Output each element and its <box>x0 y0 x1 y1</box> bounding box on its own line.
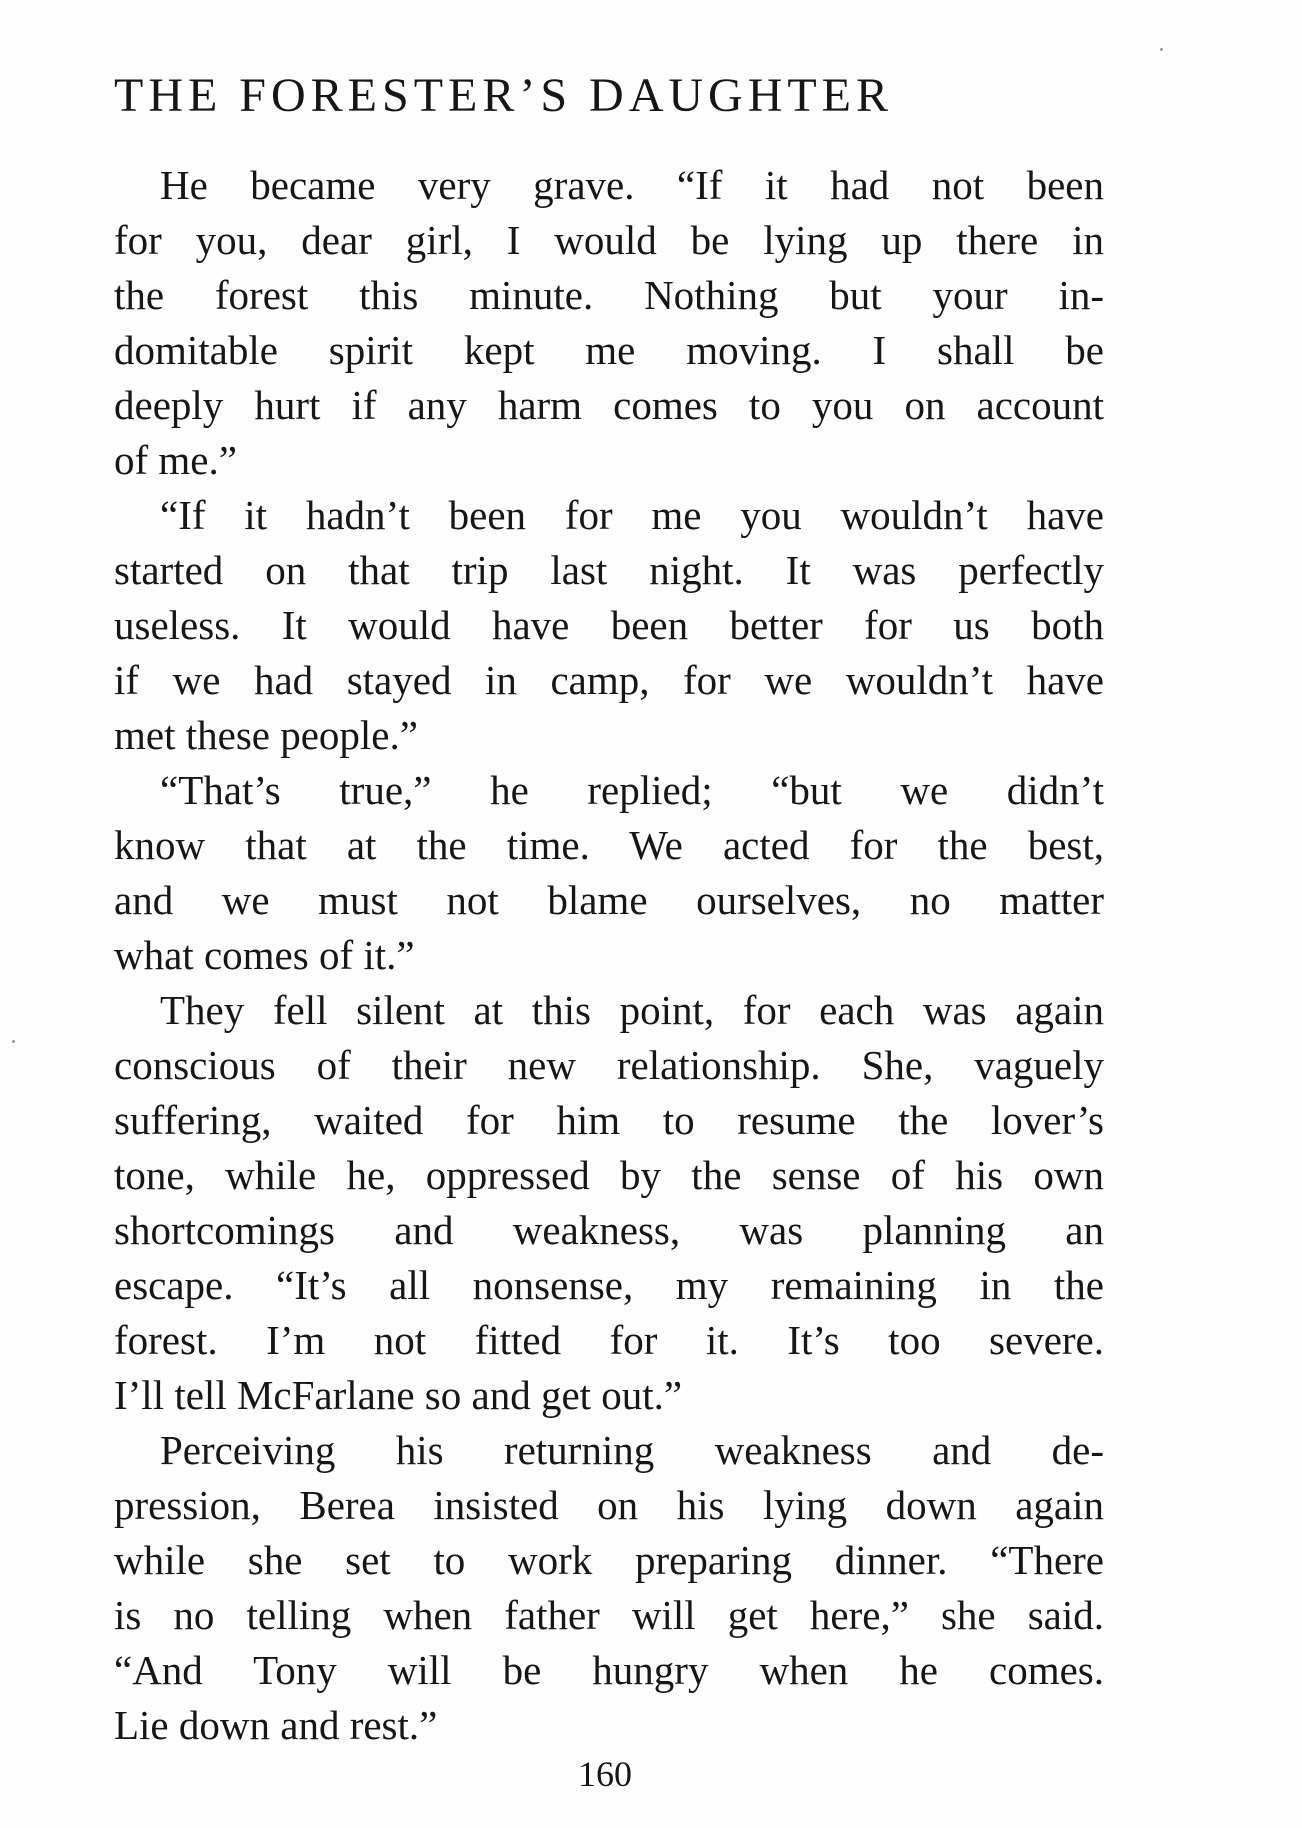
text-line: Lie down and rest.” <box>114 1702 438 1748</box>
text-line: started on that trip last night. It was perfectly <box>114 547 1104 593</box>
text-line: deeply hurt if any harm comes to you on account <box>114 382 1104 428</box>
paragraph <box>114 983 1104 1423</box>
text-line: suffering, waited for him to resume the lover’s <box>114 1097 1104 1143</box>
text-line: tone, while he, oppressed by the sense of his own <box>114 1152 1104 1198</box>
text-line: is no telling when father will get here,” she said. <box>114 1592 1104 1638</box>
text-line: for you, dear girl, I would be lying up there in <box>114 217 1104 263</box>
text-line: know that at the time. We acted for the best, <box>114 822 1104 868</box>
paragraph <box>114 488 1104 763</box>
text-line: domitable spirit kept me moving. I shall be <box>114 327 1104 373</box>
text-line: and we must not blame ourselves, no matter <box>114 877 1104 923</box>
text-line: “And Tony will be hungry when he comes. <box>114 1647 1104 1693</box>
text-line: I’ll tell McFarlane so and get out.” <box>114 1372 683 1418</box>
page-number: 160 <box>578 1754 632 1794</box>
text-line: “If it hadn’t been for me you wouldn’t have <box>160 492 1104 538</box>
text-line: He became very grave. “If it had not been <box>160 162 1104 208</box>
paragraph <box>114 158 1104 488</box>
running-title: THE FORESTER’S DAUGHTER <box>114 69 894 122</box>
text-line: what comes of it.” <box>114 932 415 978</box>
text-line: the forest this minute. Nothing but your in- <box>114 272 1104 318</box>
text-line: escape. “It’s all nonsense, my remaining in the <box>114 1262 1104 1308</box>
text-line: while she set to work preparing dinner. “There <box>114 1537 1104 1583</box>
text-line: pression, Berea insisted on his lying down again <box>114 1482 1104 1528</box>
text-line: met these people.” <box>114 712 418 758</box>
text-line: of me.” <box>114 437 237 483</box>
text-line: conscious of their new relationship. She, vaguely <box>114 1042 1104 1088</box>
text-line: forest. I’m not fitted for it. It’s too severe. <box>114 1317 1104 1363</box>
paragraph <box>114 763 1104 983</box>
text-line: shortcomings and weakness, was planning an <box>114 1207 1104 1253</box>
text-line: They fell silent at this point, for each was again <box>160 987 1104 1033</box>
text-line: Perceiving his returning weakness and de- <box>160 1427 1104 1473</box>
paper-speck <box>1160 48 1163 51</box>
paragraph <box>114 1423 1104 1753</box>
text-line: “That’s true,” he replied; “but we didn’t <box>160 767 1104 813</box>
body-text <box>114 158 1104 1753</box>
paper-speck <box>12 1040 15 1043</box>
text-line: if we had stayed in camp, for we wouldn’t have <box>114 657 1104 703</box>
text-line: useless. It would have been better for us both <box>114 602 1104 648</box>
